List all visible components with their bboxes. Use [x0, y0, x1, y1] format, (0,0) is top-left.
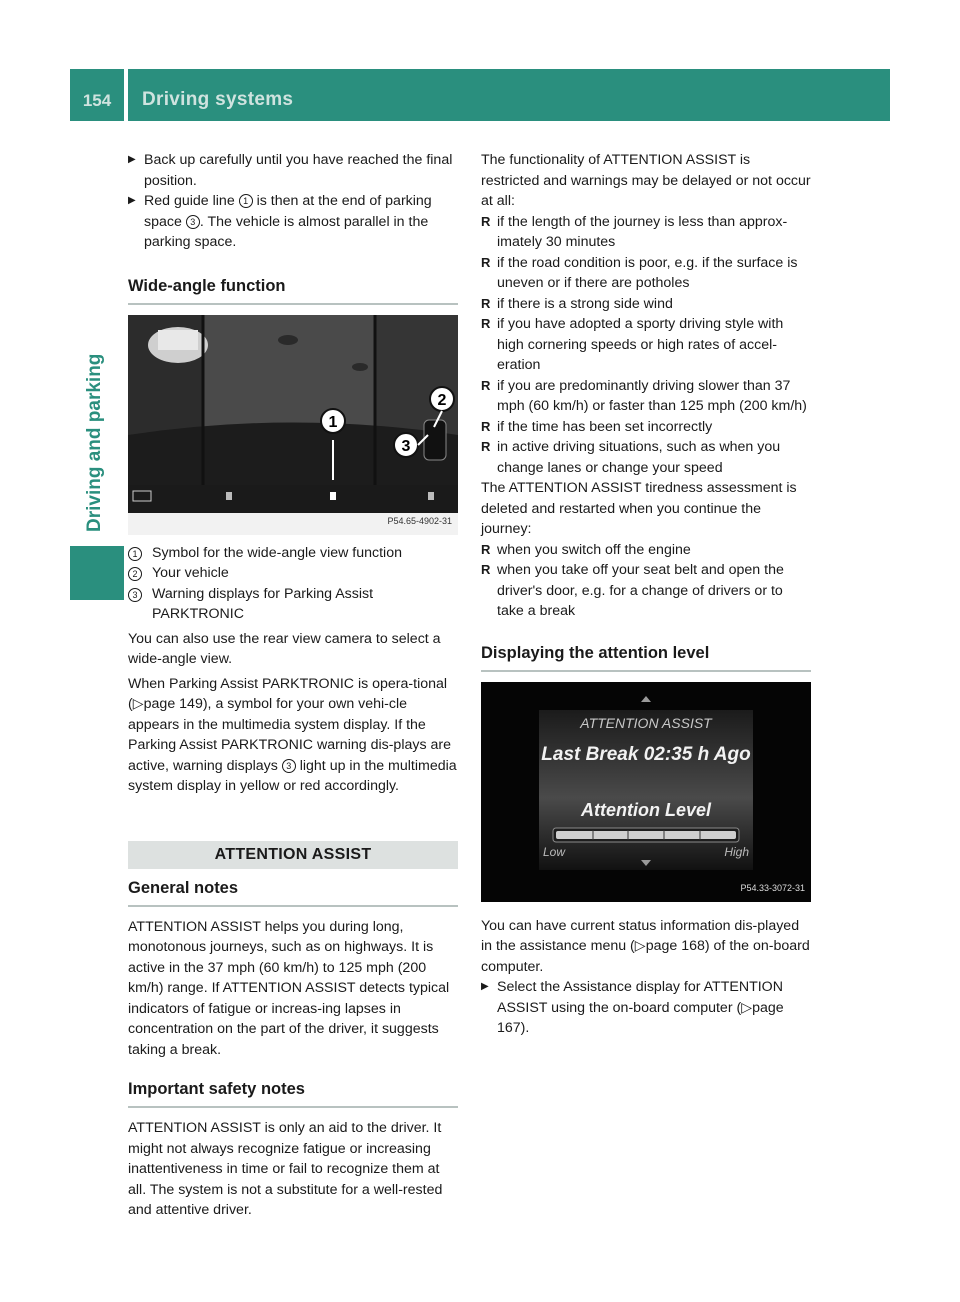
attention-level-screen [481, 682, 811, 902]
header-divider [124, 69, 128, 121]
restriction-list [481, 212, 811, 479]
sidebar-tab-marker [70, 546, 124, 600]
page-number: 154 [82, 91, 112, 110]
screen-last-break: Last Break 02:35 h Ago [541, 743, 751, 765]
attention-level-heading: Displaying the attention level [481, 642, 811, 672]
list-item: R if the length of the journey is less than approx-imately 30 minutes [481, 212, 811, 253]
list-item: R if the road condition is poor, e.g. if the surface is uneven or if there are potholes [481, 253, 811, 294]
page-ref-arrow-icon: ▷ [741, 999, 753, 1016]
list-item: R if there is a strong side wind [481, 294, 811, 315]
screen-title: ATTENTION ASSIST [580, 714, 712, 731]
screen-attention-level-label: Attention Level [580, 799, 712, 820]
chapter-title: Driving systems [142, 89, 294, 110]
page-ref-arrow-icon: ▷ [132, 696, 144, 712]
attention-screen-graphic [481, 682, 811, 902]
callout-3: 3 [186, 215, 200, 229]
list-item: R if you are predominantly driving slower than 37 mph (60 km/h) or faster than 125 mph (200 km/h) [481, 376, 811, 417]
list-item: R if the time has been set incorrectly [481, 417, 811, 438]
list-item: R in active driving situations, such as when you change lanes or change your speed [481, 437, 811, 478]
marker-1-label: 1 [328, 413, 338, 431]
callout-3-inline: 3 [282, 759, 296, 773]
page-header [70, 69, 890, 121]
screen-high-label: High [724, 844, 749, 859]
step-red-guide-line: ▶ Red guide line 1 is then at the end of parking space 3 . The vehicle is almost parallel in the parking space. [128, 191, 458, 253]
restriction-intro: The functionality of ATTENTION ASSIST is restricted and warnings may be delayed or not occur at all: [481, 152, 811, 209]
left-column [128, 150, 458, 1221]
marker-3-label: 3 [401, 437, 411, 455]
list-item: R when you switch off the engine [481, 540, 811, 561]
camera-view-graphic [128, 315, 458, 535]
general-notes-text: ATTENTION ASSIST helps you during long, monotonous journeys, such as on highways. It is active in the 37 mph (60 km/h) to 125 mph (200 km/h) range. If ATTENTION ASSIST detects typical indicators of fatigue or increas-ing lapses in concentration on the part of the driver, it suggests taking a break. [128, 918, 450, 1058]
rear-camera-wide-angle-image [128, 315, 458, 535]
caption-2: 2 Your vehicle [128, 563, 458, 584]
general-notes-heading: General notes [128, 877, 458, 907]
marker-2-label: 2 [437, 391, 447, 409]
status-paragraph: You can have current status information dis-played in the assistance menu (▷page 168) of the on-board computer. [481, 917, 810, 975]
caption-1: 1 Symbol for the wide-angle view function [128, 543, 458, 564]
list-item: R if you have adopted a sporty driving style with high cornering speeds or high rates of accel-eration [481, 314, 811, 376]
section-band-attention-assist: ATTENTION ASSIST [128, 841, 458, 869]
sidebar-chapter-label: Driving and parking [84, 353, 105, 532]
parktronic-paragraph: When Parking Assist PARKTRONIC is opera-tional (▷page 149), a symbol for your own vehi-cle appears in the multimedia system display. If the Parking Assist PARKTRONIC warning dis-plays are active, warning displays 3 light up in the multimedia system display in yellow or red accordingly. [128, 675, 457, 794]
caption-3: 3 Warning displays for Parking Assist PARKTRONIC [128, 584, 458, 625]
wide-angle-heading: Wide-angle function [128, 275, 458, 305]
page-ref-arrow-icon: ▷ [634, 938, 646, 954]
image-code: P54.65-4902-31 [387, 516, 452, 526]
attention-level-fill [556, 831, 736, 839]
right-column [481, 150, 811, 1039]
safety-notes-text: ATTENTION ASSIST is only an aid to the driver. It might not always recognize fatigue or increasing inattentiveness in time or fail to recognize them at all. The system is not a substitute for a well-rested and attentive driver. [128, 1120, 443, 1218]
screen-image-code: P54.33-3072-31 [740, 883, 805, 893]
safety-notes-heading: Important safety notes [128, 1078, 458, 1108]
callout-1: 1 [239, 194, 253, 208]
wide-angle-paragraph: You can also use the rear view camera to select a wide-angle view. [128, 630, 441, 667]
list-item: R when you take off your seat belt and open the driver's door, e.g. for a change of drivers or to take a break [481, 560, 811, 622]
reset-list [481, 540, 811, 622]
step-select-assistance-display: ▶ Select the Assistance display for ATTENTION ASSIST using the on-board computer (▷page 167). [481, 977, 811, 1039]
screen-low-label: Low [543, 844, 566, 859]
image-captions [128, 543, 458, 625]
step-back-up: ▶ Back up carefully until you have reached the final position. [128, 150, 458, 191]
tiredness-paragraph: The ATTENTION ASSIST tiredness assessment is deleted and restarted when you continue the journey: [481, 480, 797, 537]
